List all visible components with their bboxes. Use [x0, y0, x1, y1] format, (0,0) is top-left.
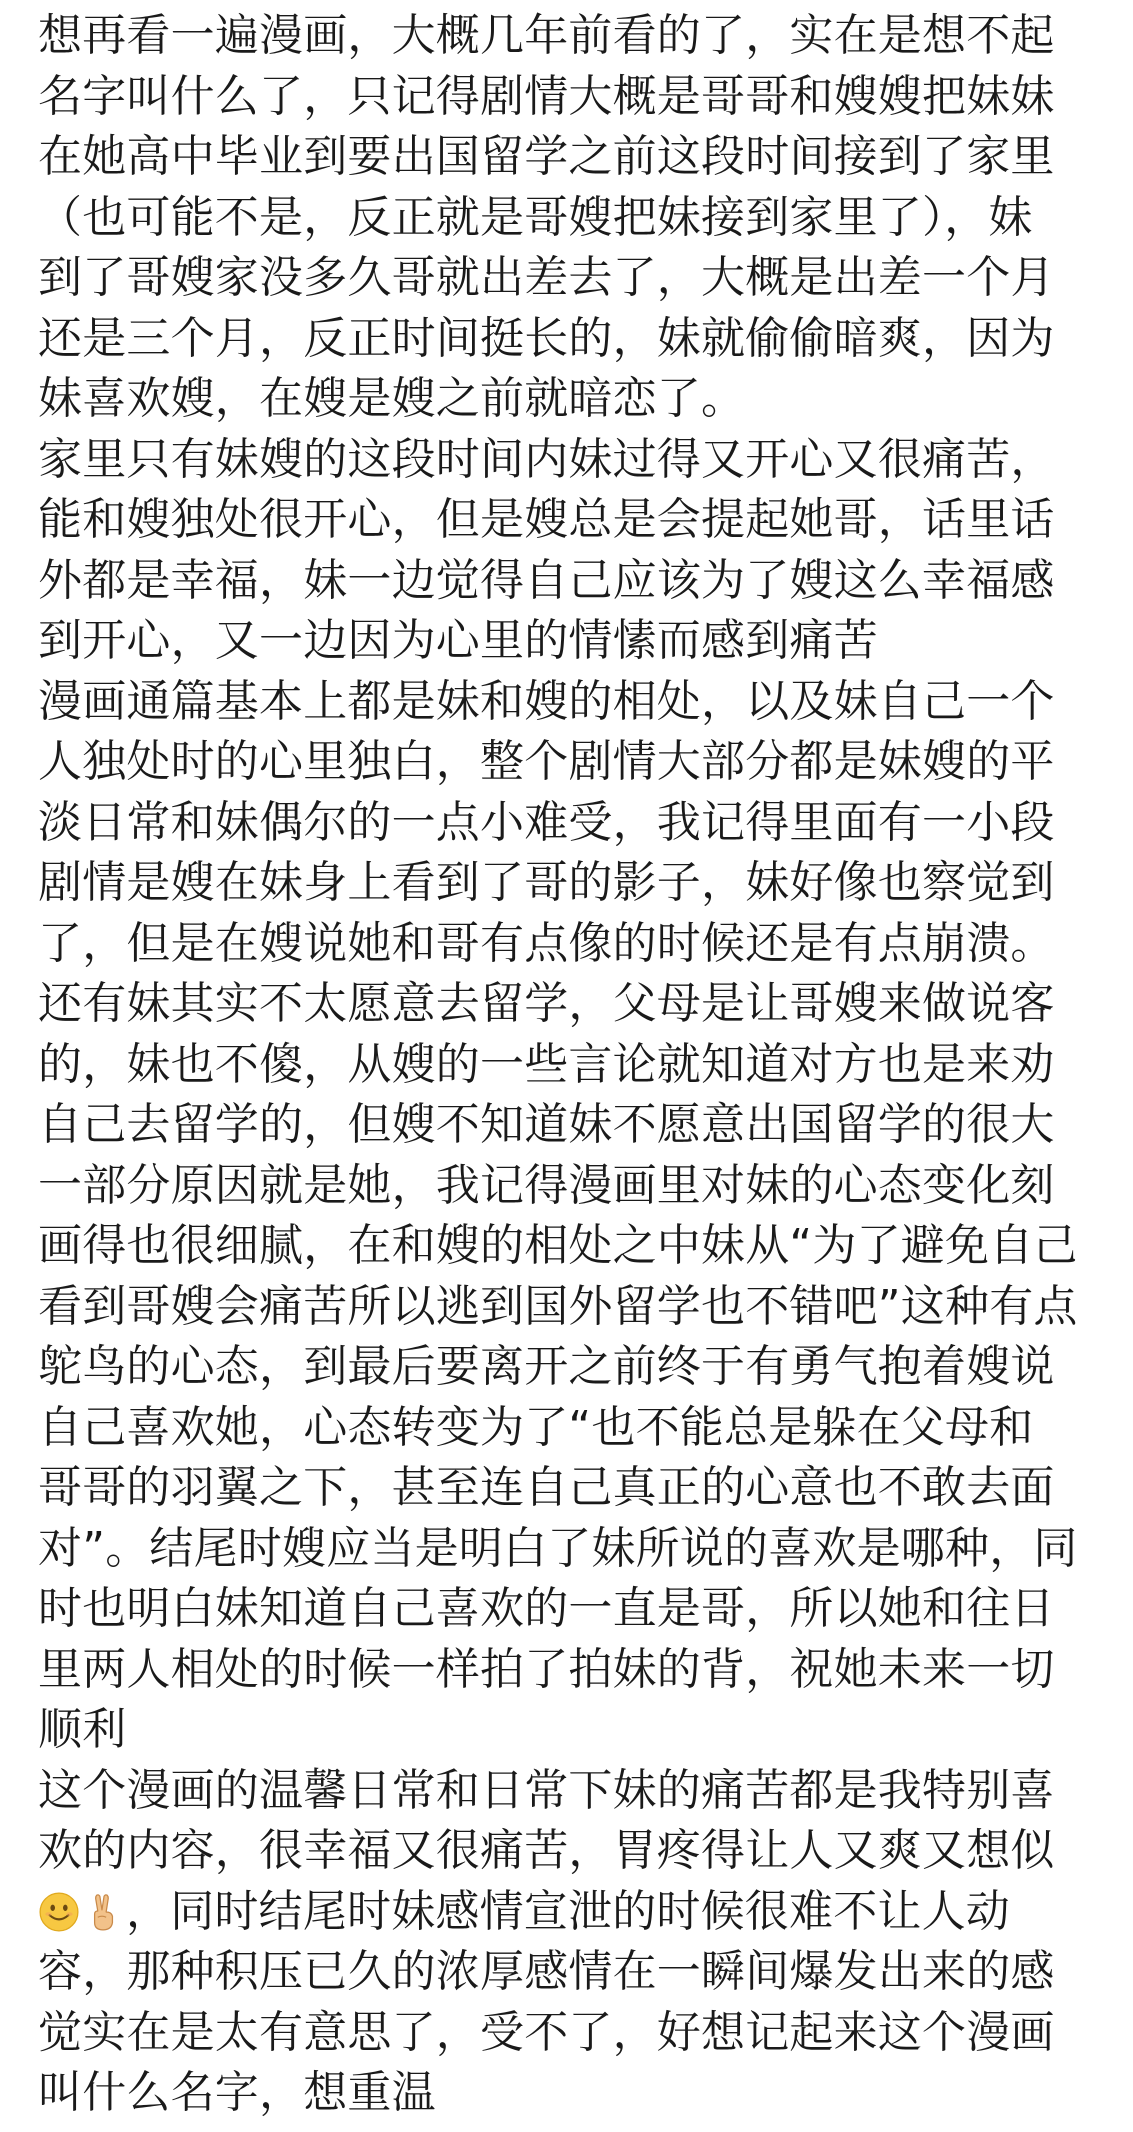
paragraph-1 [38, 6, 1108, 430]
text-line: 在她高中毕业到要出国留学之前这段时间接到了家里 [38, 131, 1055, 182]
text-line: 外都是幸福，妹一边觉得自己应该为了嫂这么幸福感 [38, 554, 1055, 606]
text-line: 叫什么名字，想重温 [38, 2067, 436, 2118]
text-line: 的，妹也不傻，从嫂的一些言论就知道对方也是来劝 [38, 1038, 1055, 1090]
text-line: 淡日常和妹偶尔的一点小难受，我记得里面有一小段 [38, 796, 1055, 848]
text-line: 还是三个月，反正时间挺长的，妹就偷偷暗爽，因为 [38, 312, 1055, 364]
text-line: 觉实在是太有意思了，受不了，好想记起来这个漫画 [38, 2006, 1055, 2058]
text-line: 还有妹其实不太愿意去留学，父母是让哥嫂来做说客 [38, 978, 1055, 1029]
text-line: 妹喜欢嫂，在嫂是嫂之前就暗恋了。 [38, 373, 746, 424]
paragraph-3 [38, 672, 1108, 1761]
text-line: 自己喜欢她，心态转变为了“也不能总是躲在父母和 [38, 1401, 1034, 1453]
text-line: 哥哥的羽翼之下，甚至连自己真正的心意也不敢去面 [38, 1462, 1055, 1513]
text-line: 名字叫什么了，只记得剧情大概是哥哥和嫂嫂把妹妹 [38, 70, 1055, 122]
text-line: 顺利 [38, 1704, 127, 1755]
paragraph-4 [38, 1761, 1108, 2124]
text-line: 到开心，又一边因为心里的情愫而感到痛苦 [38, 615, 878, 666]
paragraph-2 [38, 430, 1108, 672]
text-line: 能和嫂独处很开心，但是嫂总是会提起她哥，话里话 [38, 494, 1055, 545]
text-line: 剧情是嫂在妹身上看到了哥的影子，妹好像也察觉到 [38, 857, 1055, 908]
text-line: 到了哥嫂家没多久哥就出差去了，大概是出差一个月 [38, 252, 1055, 303]
text-line: 看到哥嫂会痛苦所以逃到国外留学也不错吧”这种有点 [38, 1280, 1078, 1332]
text-line: 容，那种积压已久的浓厚感情在一瞬间爆发出来的感 [38, 1946, 1055, 1997]
text-line: 漫画通篇基本上都是妹和嫂的相处，以及妹自己一个 [38, 675, 1055, 727]
text-line: 自己去留学的，但嫂不知道妹不愿意出国留学的很大 [38, 1099, 1055, 1150]
text-line-with-emoji [38, 1882, 1108, 1943]
text-line: 时也明白妹知道自己喜欢的一直是哥，所以她和往日 [38, 1583, 1055, 1634]
text-line: 鸵鸟的心态，到最后要离开之前终于有勇气抱着嫂说 [38, 1341, 1055, 1392]
text-line: 一部分原因就是她，我记得漫画里对妹的心态变化刻 [38, 1159, 1055, 1211]
post-body [38, 6, 1108, 2124]
smile-emoji-icon [38, 1891, 80, 1933]
text-line: 里两人相处的时候一样拍了拍妹的背，祝她未来一切 [38, 1643, 1055, 1695]
text-line: （也可能不是，反正就是哥嫂把妹接到家里了），妹 [38, 191, 1033, 243]
text-line: 画得也很细腻，在和嫂的相处之中妹从“为了避免自己 [38, 1220, 1078, 1271]
text-line: 对”。结尾时嫂应当是明白了妹所说的喜欢是哪种，同 [38, 1522, 1078, 1574]
text-line: 这个漫画的温馨日常和日常下妹的痛苦都是我特别喜 [38, 1764, 1055, 1816]
text-line: 想再看一遍漫画，大概几年前看的了，实在是想不起 [38, 10, 1055, 61]
text-line-content: ，同时结尾时妹感情宣泄的时候很难不让人动 [126, 1885, 1010, 1937]
text-line: 人独处时的心里独白，整个剧情大部分都是妹嫂的平 [38, 736, 1055, 787]
text-line: 家里只有妹嫂的这段时间内妹过得又开心又很痛苦， [38, 433, 1055, 485]
text-line: 欢的内容，很幸福又很痛苦，胃疼得让人又爽又想似 [38, 1825, 1055, 1876]
text-line: 了，但是在嫂说她和哥有点像的时候还是有点崩溃。 [38, 917, 1055, 969]
victory-hand-emoji-icon [82, 1891, 124, 1933]
